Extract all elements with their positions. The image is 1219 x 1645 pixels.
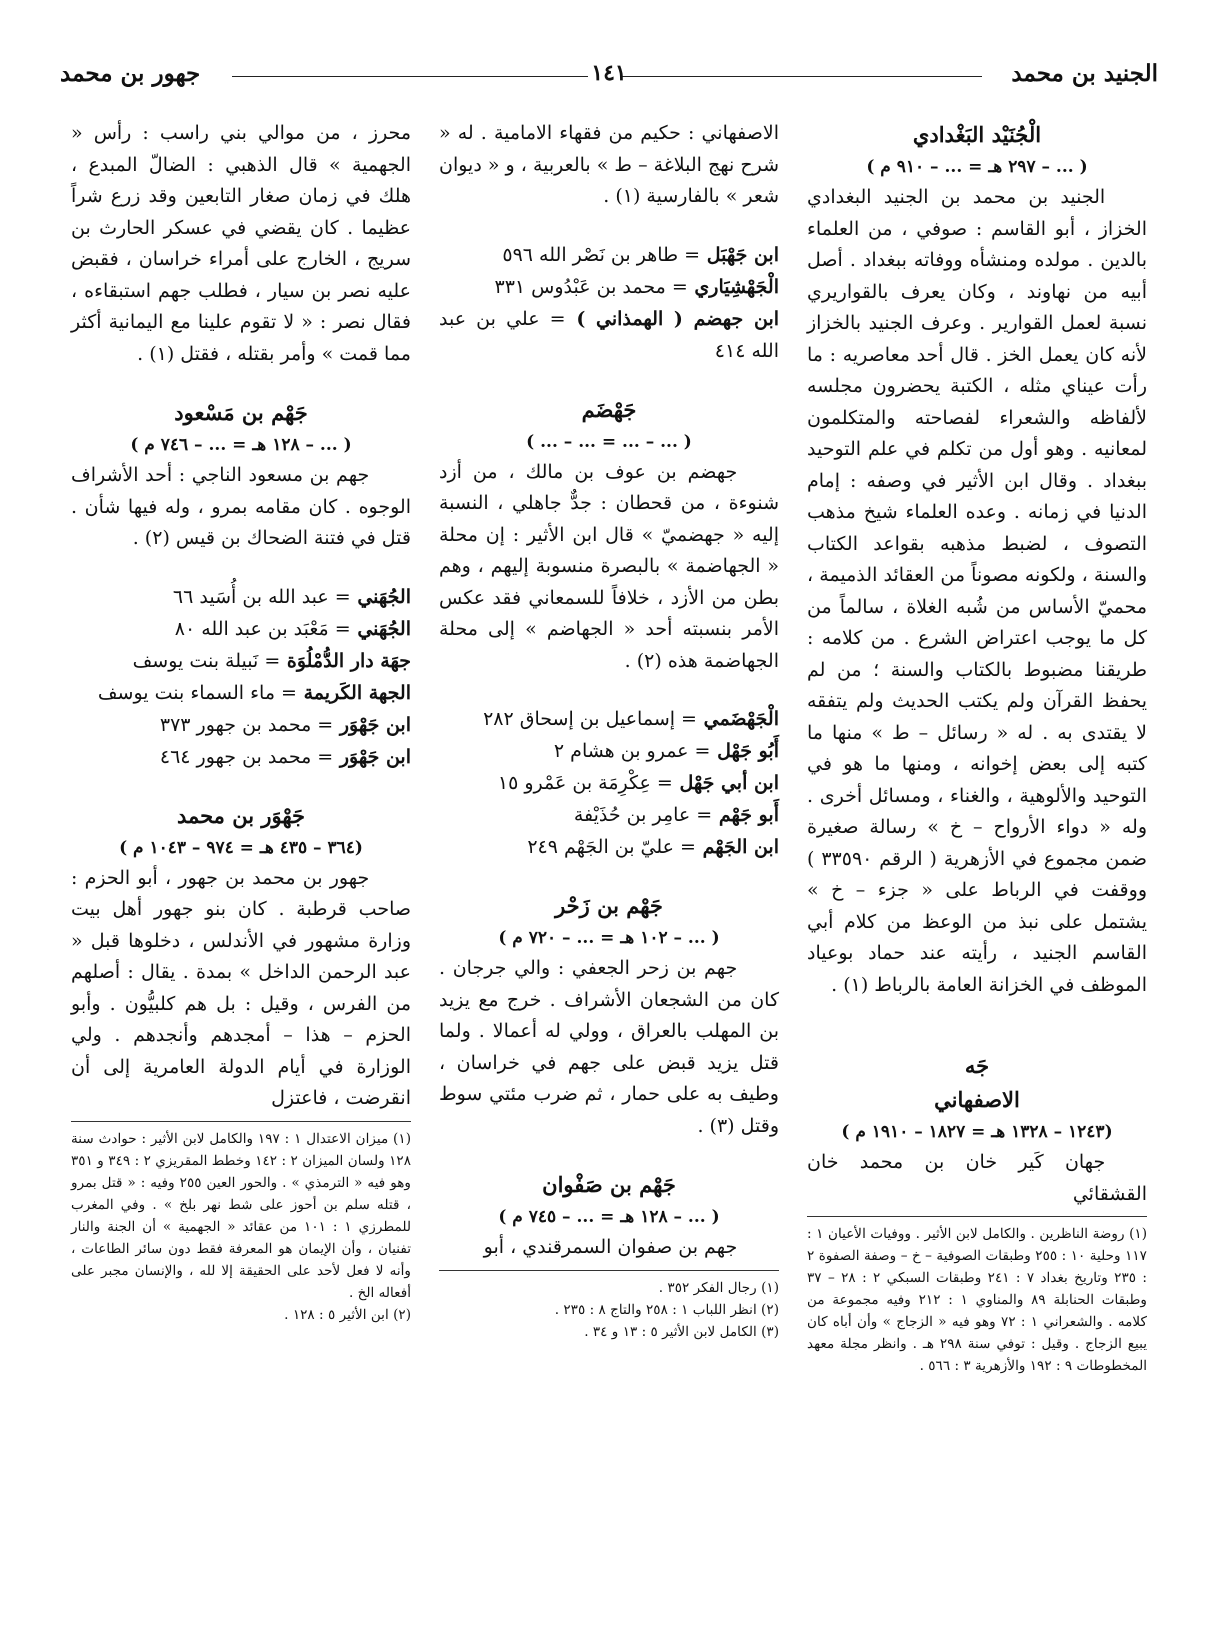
footnote: (٢) انظر اللباب ١ : ٢٥٨ والتاج ٨ : ٢٣٥ . [554, 1301, 779, 1318]
entry-body: جهان كَير خان بن محمد خان القشقائي [807, 1151, 1147, 1205]
entry-body: جهور بن محمد بن جهور ، أبو الحزم : صاحب قرطبة . كان بنو جهور أهل بيت وزارة مشهور في الأندلس ، دخلوها قبل « عبد الرحمن الداخل » بمدة . يقال : أصلهم من الفرس ، وقيل : بل هم كلبيُّون . وأبو الحزم – هذا – أمجدهم وأنجدهم . ولي الوزارة في أيام الدولة العامرية إلى أن انقرضت ، فاعتزل [71, 866, 411, 1109]
xref-item: ابن أبي جَهْل = عِكْرِمَة بن عَمْرو ١٥ [497, 772, 779, 794]
entry-dates: ( ... – ١٠٢ هـ = ... – ٧٢٠ م ) [498, 928, 720, 948]
entry-title: جَهْضَم [581, 396, 637, 422]
entry-title: جَهْم بن صَفْوان [542, 1172, 676, 1197]
column-right [807, 118, 1147, 1377]
footnote: (٢) ابن الأثير ٥ : ١٢٨ . [284, 1306, 411, 1323]
spacer [439, 863, 779, 889]
cross-references [439, 703, 779, 863]
xref-item: الجُهَني = مَعْبَد بن عبد الله ٨٠ [174, 617, 411, 640]
entry-body: الجنيد بن محمد بن الجنيد البغدادي الخزاز ، أبو القاسم : صوفي ، من العلماء بالدين . مولده ومنشأه ووفاته ببغداد . أصل أبيه من نهاوند ، وكان يعرف بالقواريري نسبة لعمل القوارير . وعرف الجنيد بالخزاز لأنه كان يعمل الخز . قال أحد معاصريه : ما رأت عيناي مثله ، الكتبة يحضرون مجلسه لألفاظه والشعراء لفصاحته والمتكلمون لمعانيه . وهو أول من تكلم في علم التوحيد ببغداد . وقال ابن الأثير في وصفه : إمام الدنيا في زمانه . وعده العلماء شيخ مذهب التصوف ، لضبط مذهبه بقواعد الكتاب والسنة ، ولكونه مصوناً من العقائد الذميمة ، محميّ الأساس من شُبه الغلاة ، سالماً من كل ما يوجب اعتراض الشرع . من كلامه : طريقنا مضبوط بالكتاب والسنة ؛ من لم يحفظ القرآن ولم يكتب الحديث ولم يتفقه لا يقتدى به . له « رسائل – ط » منها ما كتبه إلى بعض إخوانه ، ومنها ما هو في التوحيد والألوهية ، والغناء ، ومسائل أخرى . وله « دواء الأرواح – خ » رسالة صغيرة ضمن مجموع في الأزهرية ( الرقم ٣٣٥٩٠ ) ووقفت في الرباط على « جزء – خ » يشتمل على نبذ من الوعظ من كلام أبي القاسم الجنيد ، رأيته عند حماد بوعياد الموظف في الخزانة العامة بالرباط (١) . [807, 186, 1147, 996]
xref-item: ابن جَهْوَر = محمد بن جهور ٣٧٣ [159, 713, 411, 736]
entry-title: الْجُنَيْد البَغْدادي [912, 122, 1042, 147]
entry-body: جهم بن زحر الجعفي : والي جرجان . كان من الشجعان الأشراف . خرج مع يزيد بن المهلب بالعراق ، وولي له أعمالا . ولما قتل يزيد قبض على جهم في خراسان ، وطيف به على حمار ، ثم ضرب مئتي سوط وقتل (٣) . [439, 957, 779, 1137]
footnote: (١) روضة الناظرين . والكامل لابن الأثير . ووفيات الأعيان ١ : ١١٧ وحلية ١٠ : ٢٥٥ وطبقات الصوفية – خ – وصفة الصفوة ٢ : ٢٣٥ وتاريخ بغداد ٧ : ٢٤١ وطبقات السبكي ٢ : ٢٨ – ٣٧ وطبقات الحنابلة ٨٩ والمناوي ١ : ٢١٢ وفيه مجموعة من كلامه . والشعراني ١ : ٧٢ وهو فيه « الزجاج » وأن أباه كان يبيع الزجاج . وقيل : توفي سنة ٢٩٨ هـ . وانظر مجلة معهد المخطوطات ٩ : ١٩٢ والأزهرية ٣ : ٥٦٦ . [807, 1226, 1147, 1374]
spacer [71, 555, 411, 581]
page-number: ١٤١ [591, 60, 627, 86]
spacer [807, 1001, 1147, 1049]
header-rule-left [232, 76, 588, 77]
entry-title: جَه [964, 1053, 990, 1078]
entry-dates: ( ... – ١٢٨ هـ = ... – ٧٤٥ م ) [498, 1207, 720, 1227]
footnote: (٣) الكامل لابن الأثير ٥ : ١٣ و ٣٤ . [584, 1323, 779, 1340]
entry-dates: (١٢٤٣ – ١٣٢٨ هـ = ١٨٢٧ – ١٩١٠ م ) [841, 1122, 1113, 1142]
entry-body: جهم بن مسعود الناجي : أحد الأشراف الوجوه . كان مقامه بمرو ، وله فيها شأن . قتل في فتنة الضحاك بن قيس (٢) . [71, 464, 411, 549]
entry-dates: ( ... – ١٢٨ هـ = ... – ٧٤٦ م ) [130, 435, 352, 455]
spacer [439, 1142, 779, 1168]
xref-item: أَبُو جَهْل = عمرو بن هشام ٢ [553, 740, 779, 762]
spacer [439, 367, 779, 393]
xref-item: الجُهَني = عبد الله بن أُسَيد ٦٦ [172, 585, 411, 608]
column-middle [439, 118, 779, 1343]
spacer [439, 677, 779, 703]
footnote-rule [439, 1270, 779, 1271]
entry-dates: ( ... – ... = ... – ... ) [526, 431, 692, 452]
spacer [439, 213, 779, 239]
spacer [71, 370, 411, 396]
entry-body: جهم بن صفوان السمرقندي ، أبو [483, 1236, 738, 1258]
entry-dates: ( ... – ٢٩٧ هـ = ... – ٩١٠ م ) [866, 157, 1088, 177]
xref-item: ابن الجَهْم = عليّ بن الجَهْم ٢٤٩ [527, 836, 779, 858]
entry-dates: (٣٦٤ – ٤٣٥ هـ = ٩٧٤ – ١٠٤٣ م ) [119, 837, 363, 858]
footnote: (١) ميزان الاعتدال ١ : ١٩٧ والكامل لابن الأثير : حوادث سنة ١٢٨ ولسان الميزان ٢ : ١٤٢ وخطط المقريزي ٢ : ٣٤٩ و ٣٥١ وهو فيه « الترمذي » . والحور العين ٢٥٥ وفيه : « قتل بمرو ، قتله سلم بن أحوز على شط نهر بلخ » . وفي المغرب للمطرزي ١ : ١٠١ من عقائد « الجهمية » أن الجنة والنار تفنيان ، وأن الإيمان هو المعرفة فقط دون سائر الطاعات ، وأنه لا فعل لأحد على الحقيقة إلا لله ، والإنسان مجبر على أفعاله الخ . [71, 1130, 411, 1301]
footnote-rule [71, 1121, 411, 1122]
cross-references [439, 239, 779, 367]
xref-item: ابن جهضم ( الهمذاني ) = علي بن عبد الله ٤١٤ [439, 307, 780, 362]
header-left-entry: جهور بن محمد [60, 60, 201, 87]
xref-item: جهَة دار الدُّمْلُوَة = نَبيلة بنت يوسف [132, 649, 411, 672]
xref-item: ابن جَهْوَر = محمد بن جهور ٤٦٤ [159, 745, 411, 768]
spacer [71, 773, 411, 799]
entry-title: جَهْم بن زَحْر [555, 893, 663, 918]
entry-continuation: محرز ، من موالي بني راسب : رأس « الجهمية » قال الذهبي : الضالّ المبدع ، هلك في زمان صغار التابعين وقد زرع شراً عظيما . كان يقضي في عسكر الحارث بن سريج ، الخارج على أمراء خراسان ، فقبض عليه نصر بن سيار ، فطلب جهم استبقاءه ، فقال نصر : « لا تقوم علينا مع اليمانية أكثر مما قمت » وأمر بقتله ، فقتل (١) . [71, 122, 411, 365]
footnote-rule [807, 1216, 1147, 1217]
xref-item: الْجَهْضَمي = إسماعيل بن إسحاق ٢٨٢ [483, 708, 779, 730]
xref-item: الْجَهْشِيَاري = محمد بن عَبْدُوس ٣٣١ [494, 275, 779, 298]
entry-title: الاصفهاني [934, 1087, 1020, 1112]
xref-item: الجهة الكَريمة = ماء السماء بنت يوسف [97, 681, 411, 704]
entry-title: جَهْم بن مَسْعود [174, 400, 308, 425]
cross-references [71, 581, 411, 773]
xref-item: ابن جَهْبَل = طاهر بن نَصْر الله ٥٩٦ [502, 243, 779, 266]
entry-title: جَهْوَر بن محمد [176, 802, 306, 828]
header-right-entry: الجنيد بن محمد [1011, 60, 1158, 87]
page-header [60, 60, 1158, 96]
footnote: (١) رجال الفكر ٣٥٢ . [658, 1279, 779, 1296]
entry-body: جهضم بن عوف بن مالك ، من أزد شنوءة ، من قحطان : جدٌّ جاهلي ، النسبة إليه « جهضميّ » قال ابن الأثير : إن محلة « الجهاضمة » بالبصرة منسوبة إليهم ، وهم بطن من الأزد ، خلافاً للسمعاني فقد عكس الأمر بنسبته أحد « الجهاضم » إلى محلة الجهاضمة هذه (٢) . [439, 460, 779, 672]
entry-continuation: الاصفهاني : حكيم من فقهاء الامامية . له « شرح نهج البلاغة – ط » بالعربية ، و « ديوان شعر » بالفارسية (١) . [439, 122, 779, 207]
column-left [71, 118, 411, 1326]
xref-item: أَبو جَهْم = عامِر بن حُذَيْفة [573, 804, 779, 826]
